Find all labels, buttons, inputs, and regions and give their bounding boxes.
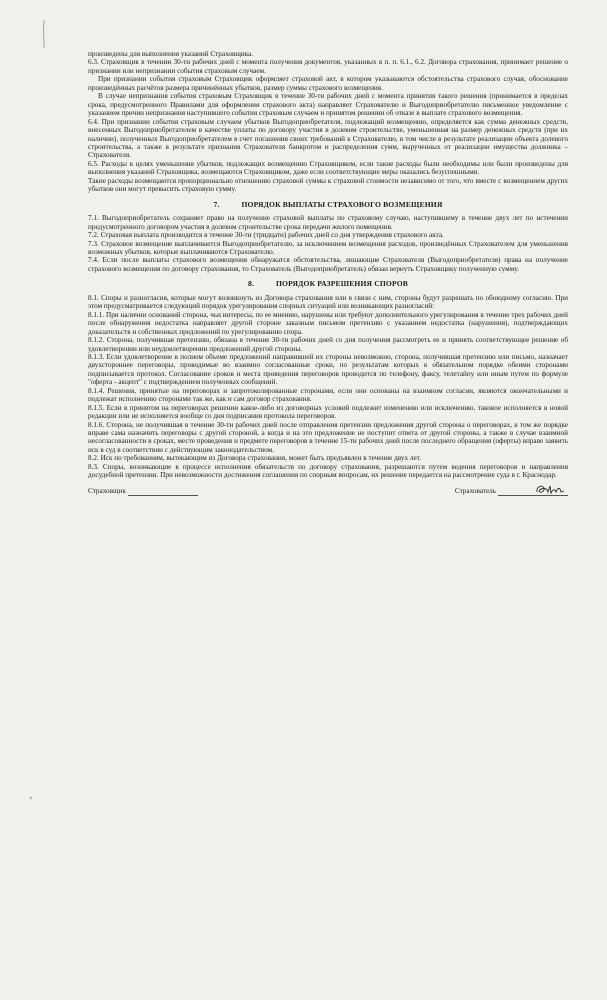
paragraph-7-4: 7.4. Если после выплаты страхового возмещения обнаружатся обстоятельства, лишающие Страхователя (Выгодоприобретателя) права на получение страхового возмещения по договору страхования, то Страхователь (Выгодоприобретатель) обязан вернуть Страховщику полученную сумму. [88,256,568,273]
paragraph-8-1-1: 8.1.1. При наличии оснований сторона, чьи интересы, по ее мнению, нарушены или требуют дополнительного урегулирования в течение трех рабочих дней после обнаружения недостатка направляет другой стороне заказным письмом претензию с указанием недостатка (нарушения), подтверждающих доказательств и собственных предложений по урегулированию спора. [88,310,568,336]
section-7-heading [88,201,568,209]
insurer-signature-line [128,487,198,496]
paragraph-6-3: 6.3. Страховщик в течении 30-ти рабочих дней с момента получения документов, указанных в п. п. 6.1., 6.2. Договора страхования, принимает решение о признании или непризнании события страховым случаем. [88,58,568,75]
paragraph-insurance-act: При признании события страховым Страховщик оформляет страховой акт, в котором указываются обстоятельства страхового случая, обоснование произведённых расчётов размера причинённых убытков, размер суммы страхового возмещения. [88,75,568,92]
insured-signature-slot [455,487,568,496]
paragraph-8-1-4: 8.1.4. Решения, принятые на переговорах и запротоколированные сторонами, если они основаны на взаимном согласии, являются окончательными и подлежат исполнению сторонами так же, как и сам договор страхования. [88,386,568,404]
paragraph-8-1-5: 8.1.5. Если в принятом на переговорах решении какое-либо из договорных условий подлежит изменению или исключению, таковое исполняется в новой редакции или не исполняется вообще со дня подписания протокола переговоров. [88,403,568,421]
section-8-number: 8. [248,279,254,289]
paragraph-8-2: 8.2. Иск по требованиям, вытекающим из Договора страхования, может быть предъявлен в течение двух лет. [88,454,422,463]
insured-label: Страхователь [454,487,496,496]
section-7-title: ПОРЯДОК ВЫПЛАТЫ СТРАХОВОГО ВОЗМЕЩЕНИЯ [241,199,443,209]
handwritten-signature [534,483,568,497]
margin-dot [28,795,34,801]
continuation-text: произведены для выполнения указаний Страховщика. [88,50,254,58]
section-8-title: ПОРЯДОК РАЗРЕШЕНИЯ СПОРОВ [276,279,408,289]
paragraph-8-1-2: 8.1.2. Сторона, получившая претензию, обязана в течение 30-ти рабочих дней со дня получения рассмотреть ее и принять соответствующее решение об удовлетворении или неудовлетворении предложений другой стороны. [88,336,568,353]
margin-pen-mark [41,20,47,48]
paragraph-8-1: 8.1. Споры и разногласия, которые могут возникнуть из Договора страхования или в связи с ним, стороны будут разрешать по обоюдному согласию. При этом предусматривается следующий порядок урегулирования спорных ситуаций или возникающих разногласий: [88,293,568,311]
insurer-signature-slot [88,487,198,496]
paragraph-non-recognition: В случае непризнания события страховым Страховщик в течение 30-ти рабочих дней с момента принятия такого решения (принимается в пределах срока, предусмотренного Правилами для оформления страхового акта) направляет Страхователю и Выгодоприобретателю письменное уведомление с указанием причин непризнания наступившего события страховым случаем и принятом решении об отказе в выплате страхового возмещения. [88,92,568,118]
signature-block [88,487,568,496]
paragraph-7-3: 7.3. Страховое возмещение выплачивается Выгодоприобретателю, за исключением возмещения расходов, произведённых Страхователем для уменьшения возможных убытков, которые выплачиваются Страхователю. [88,239,568,256]
paragraph-7-2: 7.2. Страховая выплата производится в течение 30-ти (тридцати) рабочих дней со дня утверждения страхового акта. [88,231,444,240]
section-8-heading [88,280,568,288]
section-7-number: 7. [213,199,220,209]
insurer-label: Страховщик [88,487,126,496]
paragraph-6-5: 6.5. Расходы в целях уменьшения убытков, подлежащих возмещению Страховщиком, если такие расходы были необходимы или были произведены для выполнения указаний Страховщика, возмещаются Страховщиком, даже если соответствующие меры оказались безуспешными. [88,159,568,177]
insured-signature-line [498,487,568,496]
paragraph-expenses: Такие расходы возмещаются пропорционально отношению страховой суммы к страховой стоимости независимо от того, что вместе с возмещением других убытков они могут превысить страховую сумму. [88,176,568,194]
document-body [88,50,568,496]
paragraph-7-1: 7.1. Выгодоприобретатель сохраняет право на получение страховой выплаты по страховому случаю, наступившему в течение двух лет по истечении предусмотренного договором участия в долевом строительстве срока передачи жилого помещения. [88,214,568,231]
paragraph-8-1-3: 8.1.3. Если удовлетворение в полном объеме предложений направившей их стороны невозможно, сторона, получившая претензию или письмо, назначает двухстороннее переговоры, проводимые во взаимно согласованные сроки, по результатам которых в обязательном порядке обеими сторонами подписывается протокол. Согласование сроков и места проведения переговоров проводится по телефону, факсу, телетайпу или иным путем по формуле "оферта - акцепт" с подтверждением полученных сообщений. [88,352,568,387]
paragraph-8-3: 8.3. Споры, возникающие в процессе исполнения обязательств по договору страхования, разрешаются путем ведения переговоров и направления досудебной претензии. При невозможности достижения соглашения по спорным вопросам, их решение передается на рассмотрение суда в г. Краснодар. [88,462,568,480]
paragraph-8-1-6: 8.1.6. Сторона, не получившая в течение 30-ти рабочих дней после отправления претензии предложения другой стороны о переговорах, в том же порядке вправе сама назначить переговоры с другой стороной, а когда и на это предложение не поступит ответа от другой стороны, а также в случае взаимной несогласованности в сроках, месте проведения и предмете переговоров в течение 15-ти рабочих дней после последнего обращения (оферты) вправе заявить иск в суд в соответствии с действующим законодательством. [88,420,568,454]
paragraph-6-4: 6.4. При признании события страховым случаем убытков Выгодоприобретателя, подлежащий возмещению, определяется как сумма денежных средств, внесенных Выгодоприобретателем в качестве уплаты по договору участия в долевом строительстве, уменьшенная на размер денежных средств (при их наличии), полученных Выгодоприобретателем в счет погашения своих требований к Страхователю, в том числе в результате реализации объекта долевого строительства, а также в результате признания Страхователя банкротом и распределения сумм, вырученных от реализации имущества должника – Страхователя. [88,117,568,160]
